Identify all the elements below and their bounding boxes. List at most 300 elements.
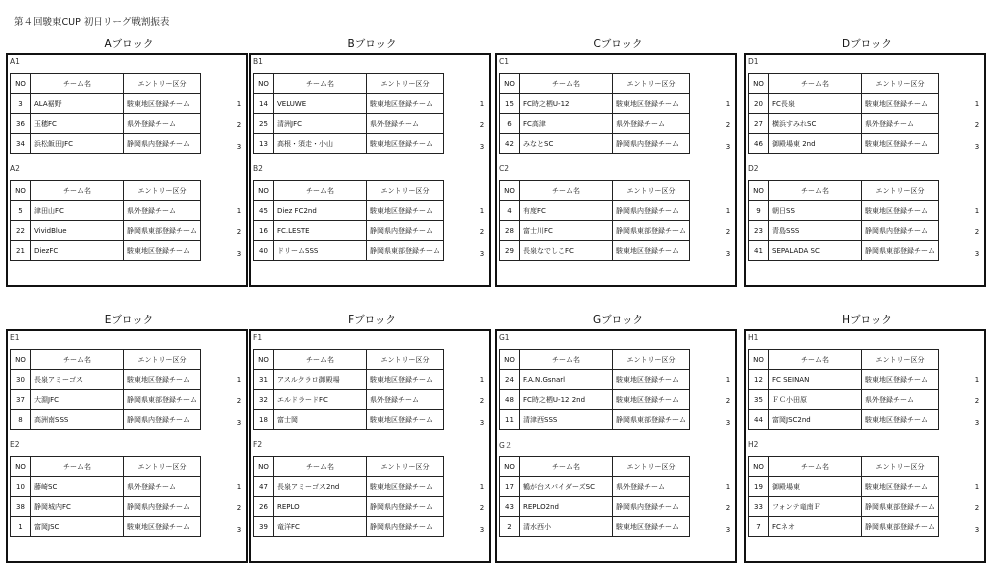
block-title: Fブロック [348, 314, 396, 326]
group [249, 333, 489, 433]
header-no: NO [254, 350, 274, 370]
league-table [748, 73, 939, 154]
team-no: 21 [11, 241, 31, 261]
group [495, 440, 735, 540]
group [495, 333, 735, 433]
entry-category: 県外登録チーム [124, 114, 201, 134]
league-table [253, 456, 444, 537]
entry-category: 駿東地区登録チーム [367, 94, 444, 114]
team-name: 高根・須走・小山 [274, 134, 367, 154]
header-no: NO [11, 457, 31, 477]
group [744, 57, 984, 157]
table-row [749, 221, 939, 241]
row-index: 3 [479, 142, 485, 151]
team-name: 富士川FC [520, 221, 613, 241]
block-title: Hブロック [842, 314, 892, 326]
row-index: 2 [725, 121, 731, 130]
row-index: 2 [725, 397, 731, 406]
entry-category: 静岡県東部登録チーム [862, 241, 939, 261]
header-team: チーム名 [31, 181, 124, 201]
row-index: 3 [725, 525, 731, 534]
entry-category: 静岡県東部登録チーム [613, 221, 690, 241]
team-no: 33 [749, 497, 769, 517]
header-team: チーム名 [520, 74, 613, 94]
row-index: 3 [974, 249, 980, 258]
group [6, 440, 246, 540]
team-no: 42 [500, 134, 520, 154]
group-label: F1 [253, 333, 263, 342]
row-index: 1 [974, 376, 980, 384]
row-index: 3 [725, 418, 731, 427]
entry-category: 県外登録チーム [613, 477, 690, 497]
block [495, 312, 741, 567]
table-row [500, 477, 690, 497]
team-no: 34 [11, 134, 31, 154]
team-name: みなとSC [520, 134, 613, 154]
row-index-column [972, 201, 982, 265]
table-row [254, 134, 444, 154]
group [495, 57, 735, 157]
team-name: 清津西SSS [520, 410, 613, 430]
team-name: 朝日SS [769, 201, 862, 221]
table-row [749, 114, 939, 134]
team-no: 29 [500, 241, 520, 261]
table-row [254, 370, 444, 390]
row-index-column [234, 94, 244, 158]
row-index: 2 [974, 504, 980, 513]
header-entry: エントリー区分 [613, 181, 690, 201]
team-no: 23 [749, 221, 769, 241]
team-no: 16 [254, 221, 274, 241]
header-no: NO [254, 74, 274, 94]
table-header-row [749, 350, 939, 370]
header-team: チーム名 [520, 457, 613, 477]
entry-category: 県外登録チーム [367, 114, 444, 134]
league-table [253, 73, 444, 154]
row-index: 1 [236, 483, 242, 491]
entry-category: 駿東地区登録チーム [124, 94, 201, 114]
header-team: チーム名 [274, 457, 367, 477]
team-name: エルドラードFC [274, 390, 367, 410]
entry-category: 駿東地区登録チーム [613, 517, 690, 537]
entry-category: 静岡県東部登録チーム [613, 410, 690, 430]
league-table [499, 73, 690, 154]
row-index: 1 [479, 483, 485, 491]
team-no: 26 [254, 497, 274, 517]
team-no: 8 [11, 410, 31, 430]
team-name: Diez FC2nd [274, 201, 367, 221]
entry-category: 静岡県内登録チーム [367, 517, 444, 537]
row-index: 3 [974, 418, 980, 427]
table-row [11, 241, 201, 261]
table-row [11, 114, 201, 134]
team-no: 44 [749, 410, 769, 430]
entry-category: 静岡県内登録チーム [367, 497, 444, 517]
block-title: Cブロック [593, 38, 643, 50]
team-name: 鶴が台スパイダーズSC [520, 477, 613, 497]
team-no: 38 [11, 497, 31, 517]
row-index: 1 [974, 100, 980, 108]
team-name: FC高津 [520, 114, 613, 134]
table-row [749, 410, 939, 430]
row-index: 2 [479, 121, 485, 130]
row-index: 1 [479, 207, 485, 215]
header-entry: エントリー区分 [367, 350, 444, 370]
header-no: NO [500, 350, 520, 370]
row-index-column [477, 201, 487, 265]
team-no: 4 [500, 201, 520, 221]
entry-category: 静岡県内登録チーム [862, 221, 939, 241]
table-row [254, 410, 444, 430]
table-row [11, 201, 201, 221]
row-index: 2 [725, 228, 731, 237]
row-index-column [234, 201, 244, 265]
row-index-column [723, 477, 733, 541]
team-name: 清水西小 [520, 517, 613, 537]
row-index: 3 [974, 525, 980, 534]
table-row [254, 497, 444, 517]
row-index-column [723, 201, 733, 265]
block [744, 36, 990, 291]
table-row [749, 201, 939, 221]
table-header-row [254, 181, 444, 201]
header-no: NO [500, 457, 520, 477]
entry-category: 駿東地区登録チーム [862, 477, 939, 497]
row-index-column [972, 477, 982, 541]
team-no: 40 [254, 241, 274, 261]
row-index: 2 [479, 397, 485, 406]
league-table [253, 180, 444, 261]
team-name: ＦＣ小田原 [769, 390, 862, 410]
row-index-column [234, 370, 244, 434]
table-row [11, 370, 201, 390]
header-entry: エントリー区分 [367, 457, 444, 477]
team-no: 9 [749, 201, 769, 221]
team-name: F.A.N.Gsnarl [520, 370, 613, 390]
row-index: 1 [974, 207, 980, 215]
block-title: Gブロック [593, 314, 643, 326]
table-row [500, 241, 690, 261]
team-name: 横浜すみれSC [769, 114, 862, 134]
row-index-column [477, 477, 487, 541]
header-no: NO [11, 74, 31, 94]
table-row [254, 517, 444, 537]
header-team: チーム名 [769, 181, 862, 201]
group-label: C2 [499, 164, 510, 173]
block [744, 312, 990, 567]
table-header-row [749, 457, 939, 477]
row-index: 3 [479, 418, 485, 427]
entry-category: 静岡県内登録チーム [613, 497, 690, 517]
block [6, 312, 252, 567]
team-name: FC時之栖U-12 2nd [520, 390, 613, 410]
header-no: NO [749, 350, 769, 370]
entry-category: 静岡県内登録チーム [613, 134, 690, 154]
header-team: チーム名 [520, 350, 613, 370]
row-index: 3 [725, 142, 731, 151]
table-row [749, 94, 939, 114]
entry-category: 静岡県内登録チーム [124, 497, 201, 517]
block [249, 312, 495, 567]
team-no: 27 [749, 114, 769, 134]
table-header-row [500, 350, 690, 370]
team-name: 青島SSS [769, 221, 862, 241]
table-header-row [254, 74, 444, 94]
team-name: 長泉なでしこFC [520, 241, 613, 261]
table-row [254, 201, 444, 221]
table-header-row [254, 350, 444, 370]
header-no: NO [11, 181, 31, 201]
block-title: Bブロック [347, 38, 397, 50]
table-row [11, 477, 201, 497]
row-index: 1 [725, 483, 731, 491]
group [744, 333, 984, 433]
row-index: 3 [725, 249, 731, 258]
table-row [254, 114, 444, 134]
group [6, 57, 246, 157]
team-no: 19 [749, 477, 769, 497]
table-row [749, 497, 939, 517]
table-row [500, 370, 690, 390]
table-row [500, 221, 690, 241]
group-label: E1 [10, 333, 20, 342]
team-name: 高洲南SSS [31, 410, 124, 430]
team-name: REPLO [274, 497, 367, 517]
row-index-column [234, 477, 244, 541]
team-no: 41 [749, 241, 769, 261]
header-entry: エントリー区分 [124, 457, 201, 477]
league-table [748, 456, 939, 537]
entry-category: 駿東地区登録チーム [124, 241, 201, 261]
header-entry: エントリー区分 [862, 457, 939, 477]
team-name: 長泉アミーゴス [31, 370, 124, 390]
team-no: 7 [749, 517, 769, 537]
block-title: Eブロック [104, 314, 154, 326]
group-label: H2 [748, 440, 759, 449]
league-table [499, 180, 690, 261]
row-index: 2 [236, 228, 242, 237]
row-index: 1 [236, 100, 242, 108]
header-entry: エントリー区分 [613, 350, 690, 370]
entry-category: 駿東地区登録チーム [124, 517, 201, 537]
row-index: 1 [479, 100, 485, 108]
header-entry: エントリー区分 [613, 457, 690, 477]
team-no: 13 [254, 134, 274, 154]
table-row [254, 241, 444, 261]
team-name: 大淵JFC [31, 390, 124, 410]
entry-category: 駿東地区登録チーム [862, 201, 939, 221]
entry-category: 静岡県東部登録チーム [862, 497, 939, 517]
entry-category: 駿東地区登録チーム [613, 390, 690, 410]
league-table [499, 456, 690, 537]
team-name: SEPALADA SC [769, 241, 862, 261]
group [744, 440, 984, 540]
team-no: 43 [500, 497, 520, 517]
table-row [11, 410, 201, 430]
team-no: 15 [500, 94, 520, 114]
row-index: 3 [236, 525, 242, 534]
entry-category: 静岡県東部登録チーム [124, 221, 201, 241]
header-team: チーム名 [520, 181, 613, 201]
header-team: チーム名 [769, 74, 862, 94]
row-index: 1 [725, 376, 731, 384]
row-index: 2 [479, 228, 485, 237]
row-index: 2 [236, 504, 242, 513]
table-header-row [500, 457, 690, 477]
team-no: 32 [254, 390, 274, 410]
entry-category: 県外登録チーム [124, 477, 201, 497]
header-team: チーム名 [274, 181, 367, 201]
league-table [748, 349, 939, 430]
row-index: 1 [236, 207, 242, 215]
table-row [254, 477, 444, 497]
row-index: 3 [236, 142, 242, 151]
team-no: 18 [254, 410, 274, 430]
team-name: 浜松飯田JFC [31, 134, 124, 154]
header-team: チーム名 [31, 350, 124, 370]
team-name: 有度FC [520, 201, 613, 221]
row-index: 2 [236, 397, 242, 406]
table-row [749, 241, 939, 261]
row-index: 3 [974, 142, 980, 151]
entry-category: 駿東地区登録チーム [367, 477, 444, 497]
team-name: 玉穂FC [31, 114, 124, 134]
entry-category: 県外登録チーム [367, 390, 444, 410]
team-name: ALA裾野 [31, 94, 124, 114]
table-row [749, 390, 939, 410]
table-header-row [749, 74, 939, 94]
team-name: REPLO2nd [520, 497, 613, 517]
team-name: 長泉アミーゴス2nd [274, 477, 367, 497]
row-index: 3 [236, 249, 242, 258]
team-no: 22 [11, 221, 31, 241]
entry-category: 駿東地区登録チーム [367, 370, 444, 390]
table-row [254, 94, 444, 114]
team-no: 46 [749, 134, 769, 154]
team-name: 静岡城内FC [31, 497, 124, 517]
team-name: 富士岡 [274, 410, 367, 430]
team-no: 2 [500, 517, 520, 537]
team-name: 富岡JSC2nd [769, 410, 862, 430]
group-label: G２ [499, 441, 513, 450]
row-index-column [477, 94, 487, 158]
team-no: 1 [11, 517, 31, 537]
row-index: 2 [974, 121, 980, 130]
team-name: ドリームSSS [274, 241, 367, 261]
table-header-row [749, 181, 939, 201]
table-row [11, 134, 201, 154]
header-team: チーム名 [769, 457, 862, 477]
team-name: VividBlue [31, 221, 124, 241]
block-title: Aブロック [104, 38, 154, 50]
table-header-row [11, 74, 201, 94]
row-index-column [477, 370, 487, 434]
group [6, 164, 246, 264]
team-name: 竜洋FC [274, 517, 367, 537]
entry-category: 駿東地区登録チーム [862, 370, 939, 390]
group [6, 333, 246, 433]
group-label: A1 [10, 57, 20, 66]
team-name: VELUWE [274, 94, 367, 114]
row-index: 1 [974, 483, 980, 491]
table-row [749, 134, 939, 154]
table-header-row [500, 74, 690, 94]
entry-category: 静岡県東部登録チーム [862, 517, 939, 537]
team-name: FCネオ [769, 517, 862, 537]
table-row [500, 410, 690, 430]
row-index: 2 [725, 504, 731, 513]
table-row [749, 477, 939, 497]
league-table [748, 180, 939, 261]
team-no: 25 [254, 114, 274, 134]
row-index: 2 [974, 397, 980, 406]
header-entry: エントリー区分 [862, 74, 939, 94]
header-entry: エントリー区分 [613, 74, 690, 94]
entry-category: 静岡県内登録チーム [124, 410, 201, 430]
team-name: 清洲JFC [274, 114, 367, 134]
table-row [254, 221, 444, 241]
table-row [11, 221, 201, 241]
table-row [500, 517, 690, 537]
team-name: 藤崎SC [31, 477, 124, 497]
entry-category: 駿東地区登録チーム [124, 370, 201, 390]
header-entry: エントリー区分 [862, 350, 939, 370]
team-name: FC長泉 [769, 94, 862, 114]
row-index-column [972, 370, 982, 434]
group-label: D2 [748, 164, 759, 173]
header-no: NO [254, 457, 274, 477]
table-row [500, 114, 690, 134]
header-no: NO [500, 181, 520, 201]
group-label: E2 [10, 440, 20, 449]
entry-category: 駿東地区登録チーム [613, 94, 690, 114]
table-row [11, 517, 201, 537]
team-no: 39 [254, 517, 274, 537]
league-table [10, 349, 201, 430]
entry-category: 静岡県内登録チーム [367, 221, 444, 241]
team-no: 5 [11, 201, 31, 221]
row-index: 2 [974, 228, 980, 237]
team-name: 富岡JSC [31, 517, 124, 537]
team-no: 3 [11, 94, 31, 114]
row-index: 1 [236, 376, 242, 384]
group [249, 164, 489, 264]
team-no: 11 [500, 410, 520, 430]
team-no: 48 [500, 390, 520, 410]
row-index: 1 [725, 100, 731, 108]
entry-category: 県外登録チーム [862, 114, 939, 134]
team-no: 28 [500, 221, 520, 241]
table-row [500, 201, 690, 221]
row-index-column [723, 370, 733, 434]
header-team: チーム名 [31, 457, 124, 477]
entry-category: 駿東地区登録チーム [862, 410, 939, 430]
row-index: 3 [479, 525, 485, 534]
group [249, 440, 489, 540]
table-row [749, 517, 939, 537]
group-label: H1 [748, 333, 759, 342]
team-no: 45 [254, 201, 274, 221]
league-table [253, 349, 444, 430]
entry-category: 駿東地区登録チーム [613, 370, 690, 390]
header-team: チーム名 [769, 350, 862, 370]
team-no: 10 [11, 477, 31, 497]
team-name: アスルクラロ御殿場 [274, 370, 367, 390]
team-name: FC SEINAN [769, 370, 862, 390]
table-header-row [11, 457, 201, 477]
team-no: 47 [254, 477, 274, 497]
entry-category: 駿東地区登録チーム [367, 410, 444, 430]
